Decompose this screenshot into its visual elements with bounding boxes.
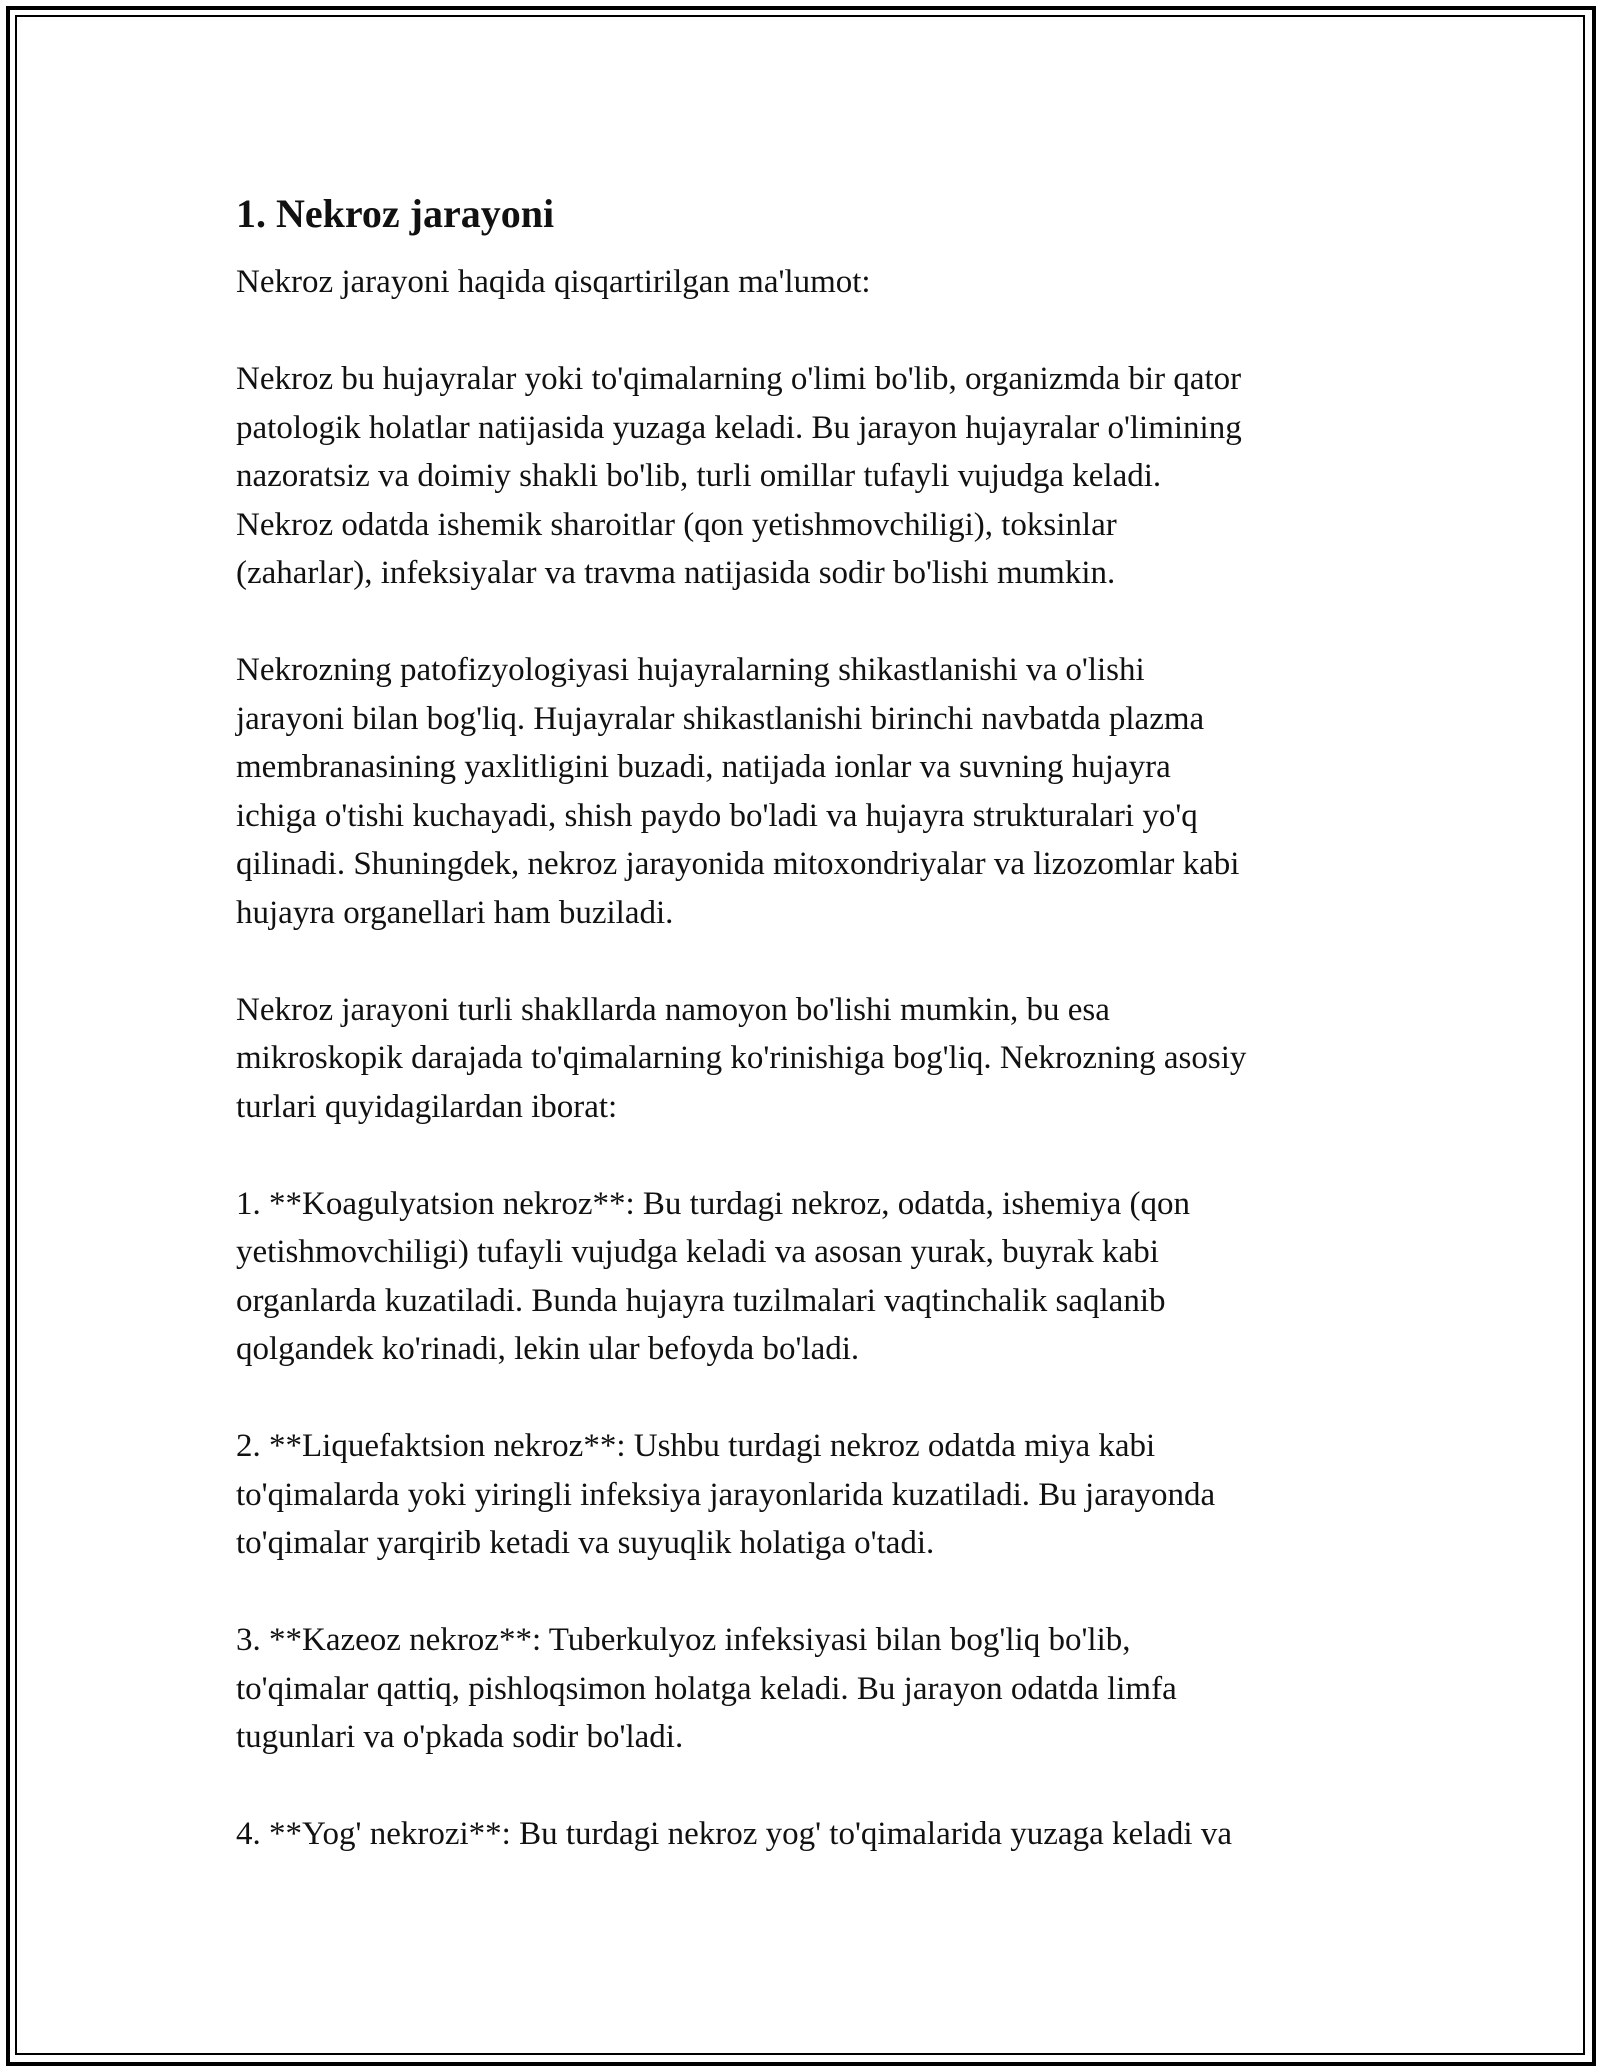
paragraph-spacer bbox=[236, 1374, 1376, 1423]
types-intro-paragraph: Nekroz jarayoni turli shakllarda namoyon bo'lishi mumkin, bu esa mikroskopik darajada to'qimalarning ko'rinishiga bog'liq. Nekrozning asosiy turlari quyidagilardan iborat: bbox=[236, 991, 1247, 1125]
document-body bbox=[236, 184, 1376, 1859]
definition-paragraph: Nekroz bu hujayralar yoki to'qimalarning o'limi bo'lib, organizmda bir qator patologik holatlar natijasida yuzaga keladi. Bu jarayon hujayralar o'limining nazoratsiz va doimiy shakli bo'lib, turli omillar tufayli vujudga keladi. Nekroz odatda ishemik sharoitlar (qon yetishmovchiligi), toksinlar (zaharlar), infeksiyalar va travma natijasida sodir bo'lishi mumkin. bbox=[236, 361, 1242, 591]
intro-paragraph: Nekroz jarayoni haqida qisqartirilgan ma'lumot: bbox=[236, 264, 871, 300]
list-item-coagulative: 1. **Koagulyatsion nekroz**: Bu turdagi nekroz, odatda, ishemiya (qon yetishmovchiligi) tufayli vujudga keladi va asosan yurak, buyrak kabi organlarda kuzatiladi. Bunda hujayra tuzilmalari vaqtinchalik saqlanib qolgandek ko'rinadi, lekin ular befoyda bo'ladi. bbox=[236, 1185, 1191, 1367]
list-item-fat-necrosis: 4. **Yog' nekrozi**: Bu turdagi nekroz yog' to'qimalarida yuzaga keladi va bbox=[236, 1816, 1232, 1852]
list-item-liquefactive: 2. **Liquefaktsion nekroz**: Ushbu turdagi nekroz odatda miya kabi to'qimalarda yoki yiringli infeksiya jarayonlarida kuzatiladi. Bu jarayonda to'qimalar yarqirib ketadi va suyuqlik holatiga o'tadi. bbox=[236, 1428, 1216, 1561]
paragraph-spacer bbox=[236, 598, 1376, 647]
paragraph-spacer bbox=[236, 307, 1376, 356]
page-title: 1. Nekroz jarayoni bbox=[236, 191, 555, 236]
paragraph-spacer bbox=[236, 1131, 1376, 1180]
paragraph-spacer bbox=[236, 937, 1376, 986]
paragraph-spacer bbox=[236, 1762, 1376, 1811]
list-item-caseous: 3. **Kazeoz nekroz**: Tuberkulyoz infeksiyasi bilan bog'liq bo'lib, to'qimalar qattiq, pishloqsimon holatga keladi. Bu jarayon odatda limfa tugunlari va o'pkada sodir bo'ladi. bbox=[236, 1622, 1177, 1755]
pathophysiology-paragraph: Nekrozning patofizyologiyasi hujayralarning shikastlanishi va o'lishi jarayoni bilan bog'liq. Hujayralar shikastlanishi birinchi navbatda plazma membranasining yaxlitligini buzadi, natijada ionlar va suvning hujayra ichiga o'tishi kuchayadi, shish paydo bo'ladi va hujayra strukturalari yo'q qilinadi. Shuningdek, nekroz jarayonida mitoxondriyalar va lizozomlar kabi hujayra organellari ham buziladi. bbox=[236, 652, 1240, 931]
paragraph-spacer bbox=[236, 1568, 1376, 1617]
